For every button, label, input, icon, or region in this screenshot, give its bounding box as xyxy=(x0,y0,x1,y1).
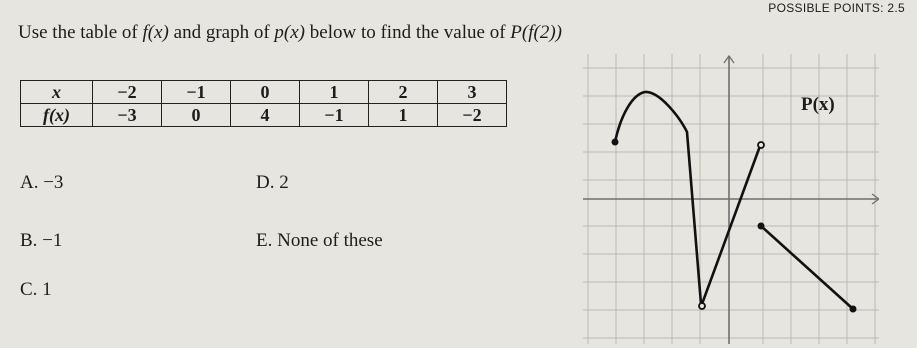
possible-points-label: POSSIBLE POINTS: 2.5 xyxy=(768,1,905,15)
table-cell: 1 xyxy=(369,104,438,127)
graph-label: P(x) xyxy=(801,94,835,115)
composite-term: P(f(2)) xyxy=(510,22,562,43)
table-cell: −2 xyxy=(438,104,507,127)
table-header-x: x xyxy=(21,81,93,104)
question-part-3: below to find the value of xyxy=(305,22,511,43)
choice-c[interactable]: C. 1 xyxy=(20,279,52,300)
closed-dot xyxy=(612,139,619,146)
function-table xyxy=(20,80,507,127)
p-curve-right-rise xyxy=(702,146,760,304)
table-cell: −2 xyxy=(93,81,162,104)
table-row-x xyxy=(21,81,507,104)
table-row-fx xyxy=(21,104,507,127)
choice-b[interactable]: B. −1 xyxy=(20,230,63,251)
closed-dot xyxy=(758,223,765,230)
table-cell: −3 xyxy=(93,104,162,127)
table-cell: 0 xyxy=(231,81,300,104)
question-part-2: and graph of xyxy=(168,22,275,43)
table-cell: 0 xyxy=(162,104,231,127)
question-text xyxy=(18,22,562,44)
f-of-x-term: f(x) xyxy=(142,22,169,43)
table-cell: 2 xyxy=(369,81,438,104)
open-dot xyxy=(758,142,764,148)
table-header-fx: f(x) xyxy=(21,104,93,127)
choice-e[interactable]: E. None of these xyxy=(256,230,383,251)
table-cell: −1 xyxy=(162,81,231,104)
p-segment xyxy=(761,226,853,309)
open-dot xyxy=(699,303,705,309)
table-cell: 1 xyxy=(300,81,369,104)
table-cell: −1 xyxy=(300,104,369,127)
choice-d[interactable]: D. 2 xyxy=(256,172,289,193)
question-part-1: Use the table of xyxy=(18,22,143,43)
closed-dot xyxy=(850,306,857,313)
table-cell: 3 xyxy=(438,81,507,104)
table-cell: 4 xyxy=(231,104,300,127)
p-of-x-term: p(x) xyxy=(274,22,306,43)
choice-a[interactable]: A. −3 xyxy=(20,172,64,193)
p-of-x-graph xyxy=(583,54,879,344)
